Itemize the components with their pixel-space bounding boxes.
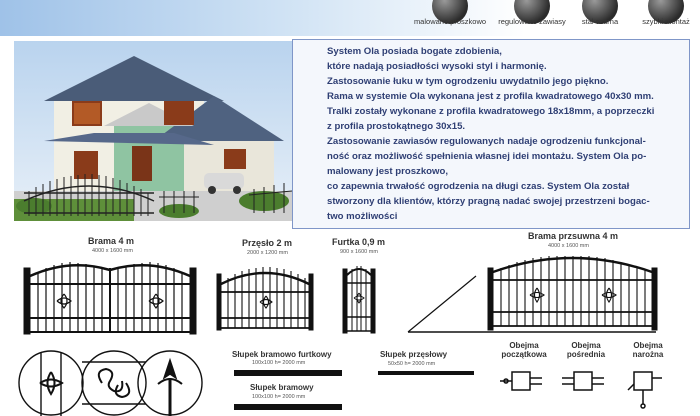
sliding-gate-dims: 4000 x 1600 mm — [548, 243, 589, 249]
house-photo — [14, 41, 292, 221]
post-panel-dims: 50x50 h= 2000 mm — [388, 361, 436, 367]
house-illustration — [14, 41, 292, 221]
clamp-start-label: Obejma początkowa — [501, 341, 547, 359]
post-gate-title: Słupek bramowy — [250, 383, 314, 392]
feature-hinges — [498, 0, 566, 36]
feature-label: malowane proszkowo — [413, 17, 487, 26]
feature-label: regulowane zawiasy — [498, 17, 566, 26]
description-box — [292, 39, 690, 229]
double-gate-drawing — [22, 254, 198, 336]
clamp-middle-label: Obejma pośrednia — [566, 341, 606, 359]
panel-title: Przęsło 2 m — [242, 238, 293, 248]
post-gate-wicket-bar — [234, 370, 342, 376]
post-gate-wicket-title: Słupek bramowo furtkowy — [232, 350, 332, 359]
description-line: malowany jest proszkowo, — [327, 166, 449, 177]
post-panel-title: Słupek przęsłowy — [380, 350, 448, 359]
ornament-details — [18, 350, 188, 416]
description-line: stworzony dla klientów, którzy pragną nadać swojej przestrzeni bogac- — [327, 196, 650, 207]
wicket-title: Furtka 0,9 m — [332, 237, 386, 247]
post-gate-bar — [234, 404, 342, 410]
wicket-dims: 900 x 1600 mm — [340, 249, 378, 255]
feature-label: szybki montaż — [642, 17, 690, 26]
sliding-gate-title: Brama przsuwna 4 m — [528, 231, 619, 241]
gate-title: Brama 4 m — [88, 236, 135, 246]
description-line: co zapewnia trwałość ogrodzenia na długi czas. System Ola został — [327, 181, 630, 192]
feature-powder-coat — [413, 0, 487, 36]
sliding-gate-drawing — [406, 248, 660, 336]
description-line: two możliwości — [327, 211, 398, 222]
description-line: Zastosowanie zawiasów regulowanych nadaje ogrodzeniu funkcjonal- — [327, 136, 646, 147]
description-line: Zastosowanie łuku w tym ogrodzeniu uwydatnilo jego piękno. — [327, 76, 609, 87]
gate-dims: 4000 x 1600 mm — [92, 248, 133, 254]
description-line: ność oraz możliwość spełnienia własnej idei montażu. System Ola po- — [327, 151, 647, 162]
description-line: Rama w systemie Ola wykonana jest z profila kwadratowego 40x30 mm. — [327, 91, 654, 102]
feature-steel — [570, 0, 630, 36]
description-line: System Ola posiada bogate zdobienia, — [327, 46, 502, 57]
post-panel-bar — [378, 371, 474, 375]
wicket-drawing — [342, 255, 376, 335]
clamp-drawings — [498, 364, 688, 412]
description-line: które nadają posiadłości wysoki styl i harmonię. — [327, 61, 547, 72]
post-gate-dims: 100x100 h= 2000 mm — [252, 394, 306, 400]
feature-quick-mount — [636, 0, 696, 36]
fence-panel-drawing — [216, 262, 314, 332]
panel-dims: 2000 x 1200 mm — [247, 250, 288, 256]
description-line: Tralki zostały wykonane z profila kwadratowego 18x18mm, a poprzeczki — [327, 106, 655, 117]
description-line: z profila prostokątnego 30x15. — [327, 121, 466, 132]
post-gate-wicket-dims: 100x100 h= 2000 mm — [252, 360, 306, 366]
feature-label: stal czarna — [581, 17, 619, 26]
clamp-corner-label: Obejma narożna — [632, 341, 664, 359]
